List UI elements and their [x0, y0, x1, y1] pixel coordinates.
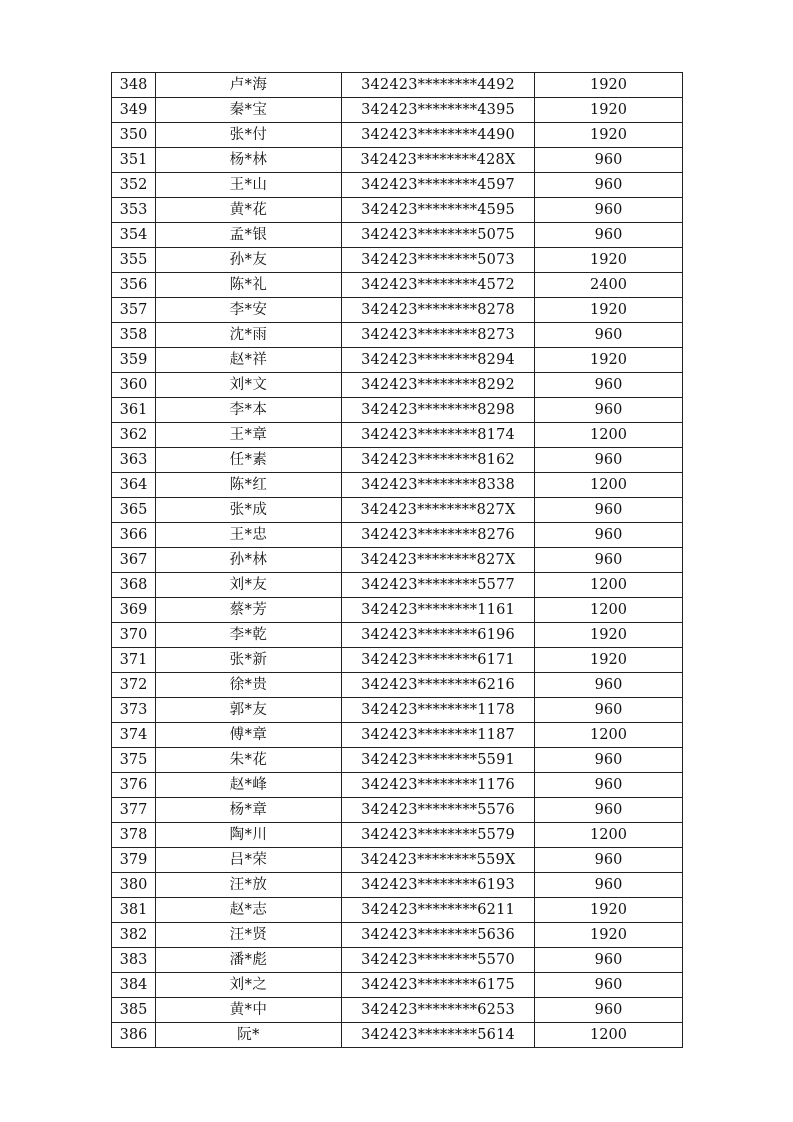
name-cell: 沈*雨 — [156, 323, 342, 348]
id-number-cell: 342423********8278 — [342, 298, 535, 323]
amount-cell: 960 — [535, 673, 683, 698]
row-number-cell: 351 — [112, 148, 156, 173]
id-number-cell: 342423********5576 — [342, 798, 535, 823]
amount-cell: 1200 — [535, 473, 683, 498]
name-cell: 吕*荣 — [156, 848, 342, 873]
table-row — [112, 748, 683, 773]
table-row — [112, 573, 683, 598]
row-number-cell: 370 — [112, 623, 156, 648]
row-number-cell: 360 — [112, 373, 156, 398]
row-number-cell: 364 — [112, 473, 156, 498]
name-cell: 傅*章 — [156, 723, 342, 748]
name-cell: 张*付 — [156, 123, 342, 148]
table-row — [112, 773, 683, 798]
name-cell: 李*本 — [156, 398, 342, 423]
amount-cell: 1200 — [535, 598, 683, 623]
id-number-cell: 342423********6216 — [342, 673, 535, 698]
id-number-cell: 342423********4572 — [342, 273, 535, 298]
id-number-cell: 342423********827X — [342, 548, 535, 573]
name-cell: 汪*放 — [156, 873, 342, 898]
row-number-cell: 369 — [112, 598, 156, 623]
row-number-cell: 381 — [112, 898, 156, 923]
name-cell: 蔡*芳 — [156, 598, 342, 623]
row-number-cell: 382 — [112, 923, 156, 948]
name-cell: 王*忠 — [156, 523, 342, 548]
id-number-cell: 342423********8276 — [342, 523, 535, 548]
name-cell: 刘*友 — [156, 573, 342, 598]
id-number-cell: 342423********5570 — [342, 948, 535, 973]
id-number-cell: 342423********1161 — [342, 598, 535, 623]
table-row — [112, 1023, 683, 1048]
row-number-cell: 350 — [112, 123, 156, 148]
table-row — [112, 498, 683, 523]
table-row — [112, 423, 683, 448]
amount-cell: 960 — [535, 498, 683, 523]
id-number-cell: 342423********4490 — [342, 123, 535, 148]
row-number-cell: 352 — [112, 173, 156, 198]
id-number-cell: 342423********5577 — [342, 573, 535, 598]
amount-cell: 960 — [535, 798, 683, 823]
row-number-cell: 368 — [112, 573, 156, 598]
name-cell: 张*新 — [156, 648, 342, 673]
id-number-cell: 342423********5614 — [342, 1023, 535, 1048]
row-number-cell: 380 — [112, 873, 156, 898]
id-number-cell: 342423********5636 — [342, 923, 535, 948]
table-row — [112, 948, 683, 973]
name-cell: 朱*花 — [156, 748, 342, 773]
table-row — [112, 873, 683, 898]
row-number-cell: 366 — [112, 523, 156, 548]
table-row — [112, 273, 683, 298]
id-number-cell: 342423********4492 — [342, 73, 535, 98]
row-number-cell: 376 — [112, 773, 156, 798]
row-number-cell: 362 — [112, 423, 156, 448]
amount-cell: 1200 — [535, 723, 683, 748]
id-number-cell: 342423********1178 — [342, 698, 535, 723]
id-number-cell: 342423********6193 — [342, 873, 535, 898]
table-row — [112, 173, 683, 198]
amount-cell: 960 — [535, 373, 683, 398]
table-row — [112, 398, 683, 423]
row-number-cell: 371 — [112, 648, 156, 673]
amount-cell: 960 — [535, 848, 683, 873]
row-number-cell: 367 — [112, 548, 156, 573]
row-number-cell: 384 — [112, 973, 156, 998]
name-cell: 赵*峰 — [156, 773, 342, 798]
row-number-cell: 361 — [112, 398, 156, 423]
name-cell: 赵*志 — [156, 898, 342, 923]
amount-cell: 960 — [535, 323, 683, 348]
name-cell: 陶*川 — [156, 823, 342, 848]
row-number-cell: 349 — [112, 98, 156, 123]
amount-cell: 1920 — [535, 898, 683, 923]
amount-cell: 960 — [535, 148, 683, 173]
table-row — [112, 973, 683, 998]
table-row — [112, 348, 683, 373]
table-row — [112, 623, 683, 648]
name-cell: 孙*友 — [156, 248, 342, 273]
amount-cell: 960 — [535, 998, 683, 1023]
amount-cell: 960 — [535, 448, 683, 473]
id-number-cell: 342423********559X — [342, 848, 535, 873]
row-number-cell: 378 — [112, 823, 156, 848]
amount-cell: 960 — [535, 548, 683, 573]
row-number-cell: 374 — [112, 723, 156, 748]
name-cell: 郭*友 — [156, 698, 342, 723]
name-cell: 汪*贤 — [156, 923, 342, 948]
table-row — [112, 648, 683, 673]
id-number-cell: 342423********6175 — [342, 973, 535, 998]
table-row — [112, 673, 683, 698]
name-cell: 卢*海 — [156, 73, 342, 98]
name-cell: 王*章 — [156, 423, 342, 448]
table-row — [112, 148, 683, 173]
row-number-cell: 375 — [112, 748, 156, 773]
row-number-cell: 372 — [112, 673, 156, 698]
table-row — [112, 298, 683, 323]
amount-cell: 2400 — [535, 273, 683, 298]
name-cell: 任*素 — [156, 448, 342, 473]
amount-cell: 1920 — [535, 123, 683, 148]
table-row — [112, 923, 683, 948]
name-cell: 陈*礼 — [156, 273, 342, 298]
row-number-cell: 354 — [112, 223, 156, 248]
name-cell: 潘*彪 — [156, 948, 342, 973]
table-row — [112, 723, 683, 748]
id-number-cell: 342423********4595 — [342, 198, 535, 223]
name-cell: 陈*红 — [156, 473, 342, 498]
id-number-cell: 342423********8338 — [342, 473, 535, 498]
row-number-cell: 363 — [112, 448, 156, 473]
table-row — [112, 198, 683, 223]
name-cell: 孟*银 — [156, 223, 342, 248]
row-number-cell: 358 — [112, 323, 156, 348]
name-cell: 赵*祥 — [156, 348, 342, 373]
table-row — [112, 898, 683, 923]
table-row — [112, 548, 683, 573]
id-number-cell: 342423********8174 — [342, 423, 535, 448]
table-row — [112, 448, 683, 473]
amount-cell: 1200 — [535, 1023, 683, 1048]
amount-cell: 1920 — [535, 648, 683, 673]
table-row — [112, 598, 683, 623]
id-number-cell: 342423********5073 — [342, 248, 535, 273]
table-row — [112, 373, 683, 398]
amount-cell: 1920 — [535, 348, 683, 373]
row-number-cell: 383 — [112, 948, 156, 973]
row-number-cell: 386 — [112, 1023, 156, 1048]
amount-cell: 960 — [535, 698, 683, 723]
table-row — [112, 73, 683, 98]
name-cell: 李*安 — [156, 298, 342, 323]
name-cell: 徐*贵 — [156, 673, 342, 698]
row-number-cell: 373 — [112, 698, 156, 723]
id-number-cell: 342423********6171 — [342, 648, 535, 673]
amount-cell: 1920 — [535, 623, 683, 648]
amount-cell: 1920 — [535, 923, 683, 948]
table-row — [112, 998, 683, 1023]
amount-cell: 1200 — [535, 823, 683, 848]
id-number-cell: 342423********1187 — [342, 723, 535, 748]
id-number-cell: 342423********8162 — [342, 448, 535, 473]
name-cell: 杨*章 — [156, 798, 342, 823]
id-number-cell: 342423********4597 — [342, 173, 535, 198]
row-number-cell: 356 — [112, 273, 156, 298]
name-cell: 杨*林 — [156, 148, 342, 173]
amount-cell: 960 — [535, 223, 683, 248]
amount-cell: 1920 — [535, 73, 683, 98]
id-number-cell: 342423********8298 — [342, 398, 535, 423]
table-row — [112, 848, 683, 873]
amount-cell: 960 — [535, 873, 683, 898]
row-number-cell: 348 — [112, 73, 156, 98]
roster-table-body — [112, 73, 683, 1048]
name-cell: 黄*花 — [156, 198, 342, 223]
row-number-cell: 379 — [112, 848, 156, 873]
id-number-cell: 342423********4395 — [342, 98, 535, 123]
table-row — [112, 123, 683, 148]
name-cell: 李*乾 — [156, 623, 342, 648]
amount-cell: 960 — [535, 948, 683, 973]
id-number-cell: 342423********1176 — [342, 773, 535, 798]
roster-table — [111, 72, 683, 1048]
row-number-cell: 385 — [112, 998, 156, 1023]
table-row — [112, 823, 683, 848]
amount-cell: 960 — [535, 398, 683, 423]
table-row — [112, 523, 683, 548]
row-number-cell: 365 — [112, 498, 156, 523]
name-cell: 阮* — [156, 1023, 342, 1048]
id-number-cell: 342423********428X — [342, 148, 535, 173]
amount-cell: 960 — [535, 198, 683, 223]
row-number-cell: 355 — [112, 248, 156, 273]
name-cell: 张*成 — [156, 498, 342, 523]
id-number-cell: 342423********5591 — [342, 748, 535, 773]
amount-cell: 960 — [535, 748, 683, 773]
table-row — [112, 223, 683, 248]
amount-cell: 1200 — [535, 423, 683, 448]
amount-cell: 960 — [535, 523, 683, 548]
amount-cell: 1200 — [535, 573, 683, 598]
name-cell: 秦*宝 — [156, 98, 342, 123]
amount-cell: 960 — [535, 773, 683, 798]
name-cell: 王*山 — [156, 173, 342, 198]
id-number-cell: 342423********8273 — [342, 323, 535, 348]
amount-cell: 960 — [535, 973, 683, 998]
id-number-cell: 342423********8292 — [342, 373, 535, 398]
row-number-cell: 359 — [112, 348, 156, 373]
row-number-cell: 353 — [112, 198, 156, 223]
table-row — [112, 98, 683, 123]
name-cell: 刘*文 — [156, 373, 342, 398]
id-number-cell: 342423********6196 — [342, 623, 535, 648]
name-cell: 黄*中 — [156, 998, 342, 1023]
id-number-cell: 342423********6211 — [342, 898, 535, 923]
table-row — [112, 248, 683, 273]
amount-cell: 1920 — [535, 298, 683, 323]
id-number-cell: 342423********5075 — [342, 223, 535, 248]
name-cell: 孙*林 — [156, 548, 342, 573]
id-number-cell: 342423********5579 — [342, 823, 535, 848]
table-row — [112, 323, 683, 348]
id-number-cell: 342423********827X — [342, 498, 535, 523]
id-number-cell: 342423********8294 — [342, 348, 535, 373]
name-cell: 刘*之 — [156, 973, 342, 998]
amount-cell: 1920 — [535, 248, 683, 273]
row-number-cell: 377 — [112, 798, 156, 823]
row-number-cell: 357 — [112, 298, 156, 323]
table-row — [112, 798, 683, 823]
id-number-cell: 342423********6253 — [342, 998, 535, 1023]
amount-cell: 960 — [535, 173, 683, 198]
table-row — [112, 698, 683, 723]
table-row — [112, 473, 683, 498]
amount-cell: 1920 — [535, 98, 683, 123]
